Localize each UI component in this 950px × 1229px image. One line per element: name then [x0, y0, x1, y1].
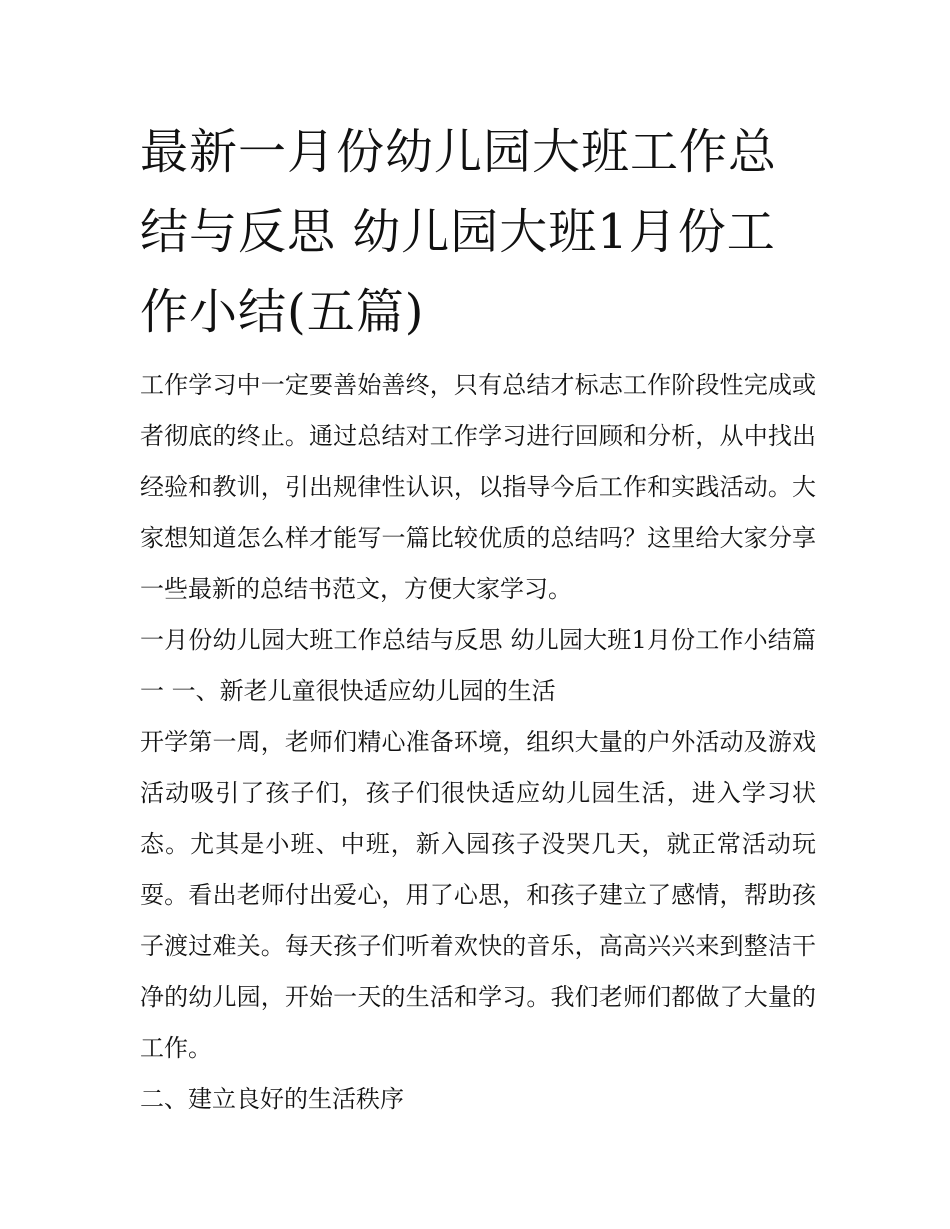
section-title: 一月份幼儿园大班工作总结与反思 幼儿园大班1月份工作小结篇一 一、新老儿童很快适应幼儿园的生活 — [140, 626, 816, 705]
next-section-heading: 二、建立良好的生活秩序 — [140, 1085, 404, 1113]
document-page — [140, 112, 816, 1125]
document-title: 最新一月份幼儿园大班工作总结与反思 幼儿园大班1月份工作小结(五篇) — [140, 124, 778, 340]
intro-paragraph: 工作学习中一定要善始善终，只有总结才标志工作阶段性完成或者彻底的终止。通过总结对工作学习进行回顾和分析，从中找出经验和教训，引出规律性认识，以指导今后工作和实践活动。大家想知道怎么样才能写一篇比较优质的总结吗？这里给大家分享一些最新的总结书范文，方便大家学习。 — [140, 371, 816, 603]
section-body-paragraph: 开学第一周，老师们精心准备环境，组织大量的户外活动及游戏活动吸引了孩子们，孩子们很快适应幼儿园生活，进入学习状态。尤其是小班、中班，新入园孩子没哭几天，就正常活动玩耍。看出老师付出爱心，用了心思，和孩子建立了感情，帮助孩子渡过难关。每天孩子们听着欢快的音乐，高高兴兴来到整洁干净的幼儿园，开始一天的生活和学习。我们老师们都做了大量的工作。 — [140, 728, 816, 1062]
